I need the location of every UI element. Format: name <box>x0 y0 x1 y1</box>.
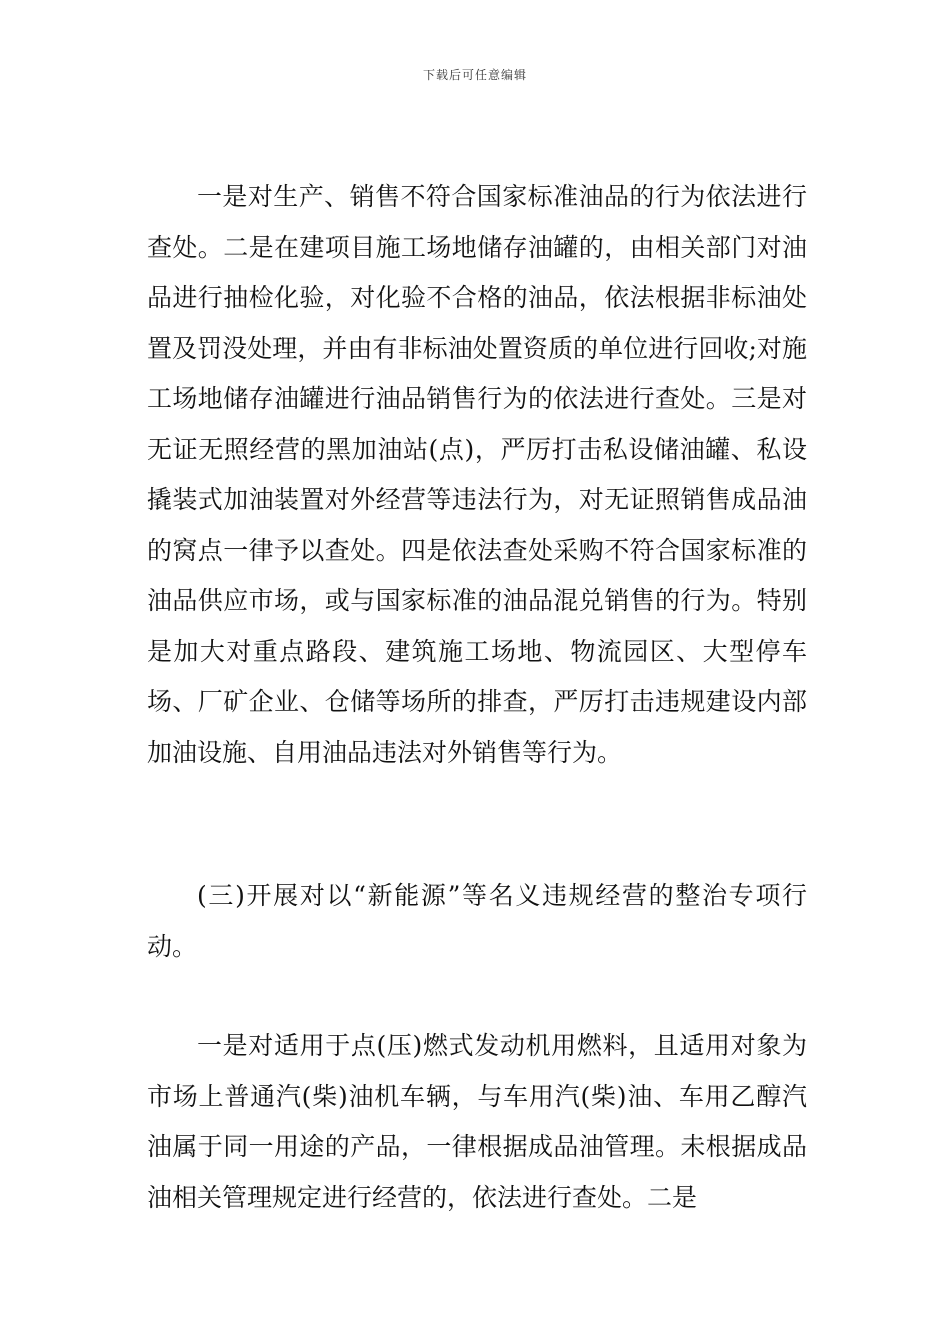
section-heading-3: (三)开展对以“新能源”等名义违规经营的整治专项行动。 <box>147 881 807 961</box>
body-paragraph-2: 一是对适用于点(压)燃式发动机用燃料，且适用对象为市场上普通汽(柴)油机车辆，与车用汽(柴)油、车用乙醇汽油属于同一用途的产品，一律根据成品油管理。未根据成品油相关管理规定进行经营的，依法进行查处。二是 <box>147 1031 807 1212</box>
body-paragraph-1: 一是对生产、销售不符合国家标准油品的行为依法进行查处。二是在建项目施工场地储存油罐的，由相关部门对油品进行抽检化验，对化验不合格的油品，依法根据非标油处置及罚没处理，并由有非标油处置资质的单位进行回收;对施工场地储存油罐进行油品销售行为的依法进行查处。三是对无证无照经营的黑加油站(点)，严厉打击私设储油罐、私设撬装式加油装置对外经营等违法行为，对无证照销售成品油的窝点一律予以查处。四是依法查处采购不符合国家标准的油品供应市场，或与国家标准的油品混兑销售的行为。特别是加大对重点路段、建筑施工场地、物流园区、大型停车场、厂矿企业、仓储等场所的排查，严厉打击违规建设内部加油设施、自用油品违法对外销售等行为。 <box>147 182 807 767</box>
page-header-note: 下载后可任意编辑 <box>422 68 527 82</box>
